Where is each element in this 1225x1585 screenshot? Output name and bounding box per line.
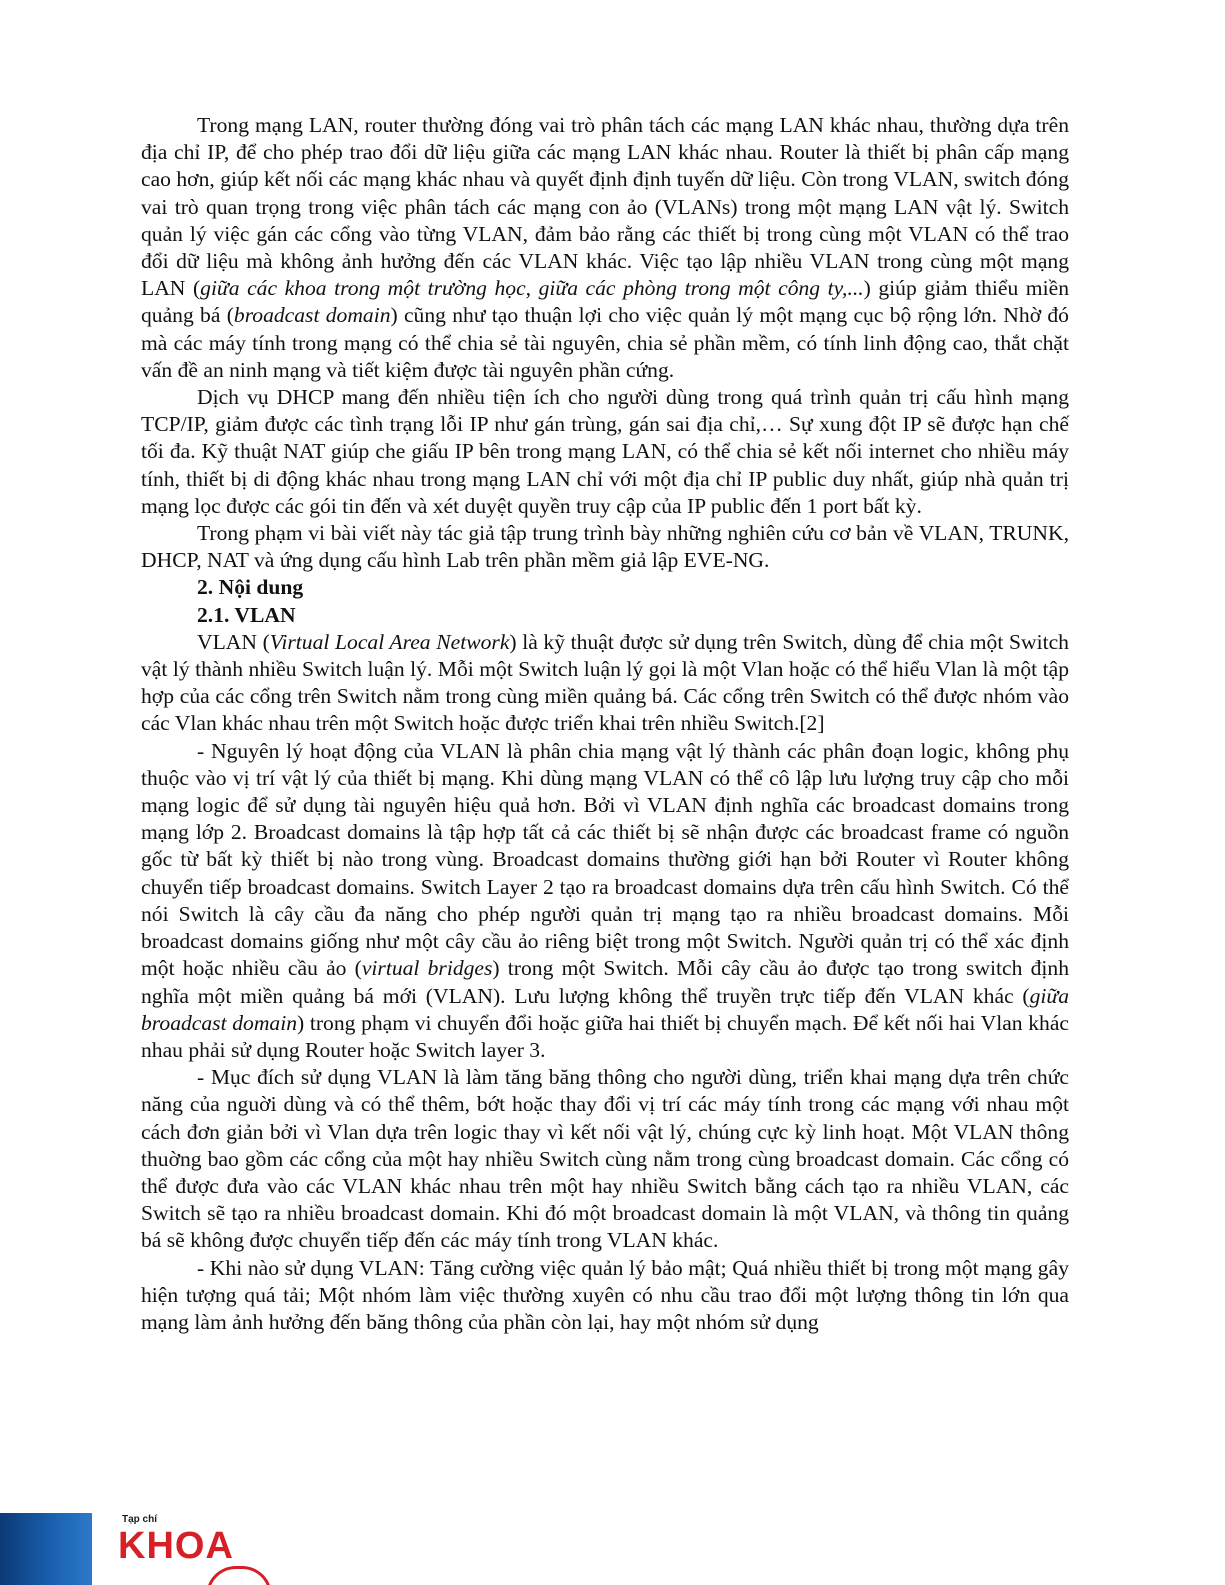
logo-arc-shape: [206, 1566, 272, 1585]
paragraph-text: ) trong một Switch. Mỗi cây cầu ảo được tạo trong switch định nghĩa một miền quảng bá mới (VLAN). Lưu lượng không thể truyền trực tiếp đến VLAN khác (: [141, 956, 1070, 1008]
paragraph-emphasis: giữa broadcast domain: [141, 983, 1069, 1035]
paragraph-text: - Nguyên lý hoạt động của VLAN là phân chia mạng vật lý thành các phân đoạn logic, không phụ thuộc vào vị trí vật lý của thiết bị mạng. Khi dùng mạng VLAN có thể cô lập lưu lượng truy cập cho mỗi mạng logic để sử dụng tài nguyên hiệu quả hơn. Bởi vì VLAN định nghĩa các broadcast domains trong mạng lớp 2. Broadcast domains là tập hợp tất cả các thiết bị sẽ nhận được các broadcast frame có nguồn gốc từ bất kỳ thiết bị nào trong vùng. Broadcast domains thường giới hạn bởi Router vì Router không chuyển tiếp broadcast domains. Switch Layer 2 tạo ra broadcast domains dựa trên cấu hình Switch. Có thể nói Switch là cây cầu đa năng cho phép người quản trị mạng tạo ra nhiều broadcast domains. Mỗi broadcast domains giống như một cây cầu ảo riêng biệt trong một Switch. Người quản trị có thể xác định một hoặc nhiều cầu ảo (: [141, 738, 1069, 981]
paragraph-text: VLAN (: [197, 629, 270, 654]
paragraph-emphasis: broadcast domain: [233, 303, 391, 328]
footer-color-bar: [0, 1513, 92, 1585]
paragraph-emphasis: Virtual Local Area Network: [269, 629, 510, 654]
logo-wordmark: KHOA: [118, 1525, 234, 1567]
paragraph-text: ) giúp giảm thiểu miền quảng bá (: [141, 276, 1069, 328]
paragraph: [141, 738, 1069, 1064]
paragraph: - Mục đích sử dụng VLAN là làm tăng băng thông cho người dùng, triển khai mạng dựa trên chức năng của nguời dùng và có thể thêm, bớt hoặc thay đổi vị trí các máy tính trong các mạng với nhau một cách đơn giản bởi vì Vlan dựa trên logic thay vì kết nối vật lý, chúng cực kỳ linh hoạt. Một VLAN thông thuờng bao gồm các cổng của một hay nhiều Switch cùng nằm trong cùng broadcast domain. Các cổng có thể được đưa vào các VLAN khác nhau trên một hay nhiều Switch bằng cách tạo ra nhiều VLAN, các Switch sẽ tạo ra nhiều broadcast domain. Khi đó một broadcast domain là một VLAN, và thông tin quảng bá sẽ không được chuyển tiếp đến các máy tính trong VLAN khác.: [141, 1065, 1069, 1253]
journal-logo: [118, 1512, 278, 1585]
paragraph-emphasis: giữa các khoa trong một trường học, giữa các phòng trong một công ty,...: [200, 276, 864, 301]
paragraph-text: ) trong phạm vi chuyển đổi hoặc giữa hai thiết bị chuyển mạch. Để kết nối hai Vlan khác nhau phải sử dụng Router hoặc Switch layer 3.: [141, 1010, 1069, 1062]
paragraph: Dịch vụ DHCP mang đến nhiều tiện ích cho người dùng trong quá trình quản trị cấu hình mạng TCP/IP, giảm được các tình trạng lỗi IP như gán trùng, gán sai địa chỉ,… Sự xung đột IP sẽ được hạn chế tối đa. Kỹ thuật NAT giúp che giấu IP bên trong mạng LAN, có thể chia sẻ kết nối internet cho nhiều máy tính, thiết bị di động khác nhau trong mạng LAN chỉ với một địa chỉ IP public duy nhất, giúp nhà quản trị mạng lọc được các gói tin đến và xét duyệt quyền truy cập của IP public đến 1 port bất kỳ.: [141, 385, 1069, 518]
paragraph-text: Trong mạng LAN, router thường đóng vai trò phân tách các mạng LAN khác nhau, thường dựa trên địa chỉ IP, để cho phép trao đổi dữ liệu giữa các mạng LAN khác nhau. Router là thiết bị phân cấp mạng cao hơn, giúp kết nối các mạng khác nhau và quyết định định tuyến dữ liệu. Còn trong VLAN, switch đóng vai trò quan trọng trong việc phân tách các mạng con ảo (VLANs) trong một mạng LAN vật lý. Switch quản lý việc gán các cổng vào từng VLAN, đảm bảo rằng các thiết bị trong cùng một VLAN có thể trao đổi dữ liệu mà không ảnh hưởng đến các VLAN khác. Việc tạo lập nhiều VLAN trong cùng một mạng LAN (: [141, 113, 1069, 301]
paragraph: [141, 629, 1069, 738]
paragraph: Trong phạm vi bài viết này tác giả tập trung trình bày những nghiên cứu cơ bản về VLAN, TRUNK, DHCP, NAT và ứng dụng cấu hình Lab trên phần mềm giả lập EVE-NG.: [141, 521, 1069, 573]
article-body: [141, 112, 1069, 1336]
paragraph-emphasis: virtual bridges: [361, 956, 493, 981]
paragraph: [141, 112, 1069, 384]
subsection-heading: 2.1. VLAN: [197, 602, 296, 627]
section-heading: 2. Nội dung: [197, 575, 304, 600]
paragraph: - Khi nào sử dụng VLAN: Tăng cường việc quản lý bảo mật; Quá nhiều thiết bị trong một mạng gây hiện tượng quá tải; Một nhóm làm việc thường xuyên có nhu cầu trao đổi một lượng thông tin lớn qua mạng làm ảnh hưởng đến băng thông của phần còn lại, hay một nhóm sử dụng: [141, 1255, 1069, 1334]
paragraph-text: ) là kỹ thuật được sử dụng trên Switch, dùng để chia một Switch vật lý thành nhiều Switch luận lý. Mỗi một Switch luận lý gọi là một Vlan hoặc có thể hiểu Vlan là một tập hợp của các cổng trên Switch nằm trong cùng miền quảng bá. Các cổng trên Switch có thể được nhóm vào các Vlan khác nhau trên một Switch hoặc được triển khai trên nhiều Switch.[2]: [141, 629, 1069, 736]
paragraph-text: ) cũng như tạo thuận lợi cho việc quản lý một mạng cục bộ rộng lớn. Nhờ đó mà các máy tính trong mạng có thể chia sẻ tài nguyên, chia sẻ phần mềm, có tính linh động cao, thắt chặt vấn đề an ninh mạng và tiết kiệm được tài nguyên phần cứng.: [141, 303, 1069, 382]
logo-caption: Tạp chí: [122, 1514, 158, 1525]
